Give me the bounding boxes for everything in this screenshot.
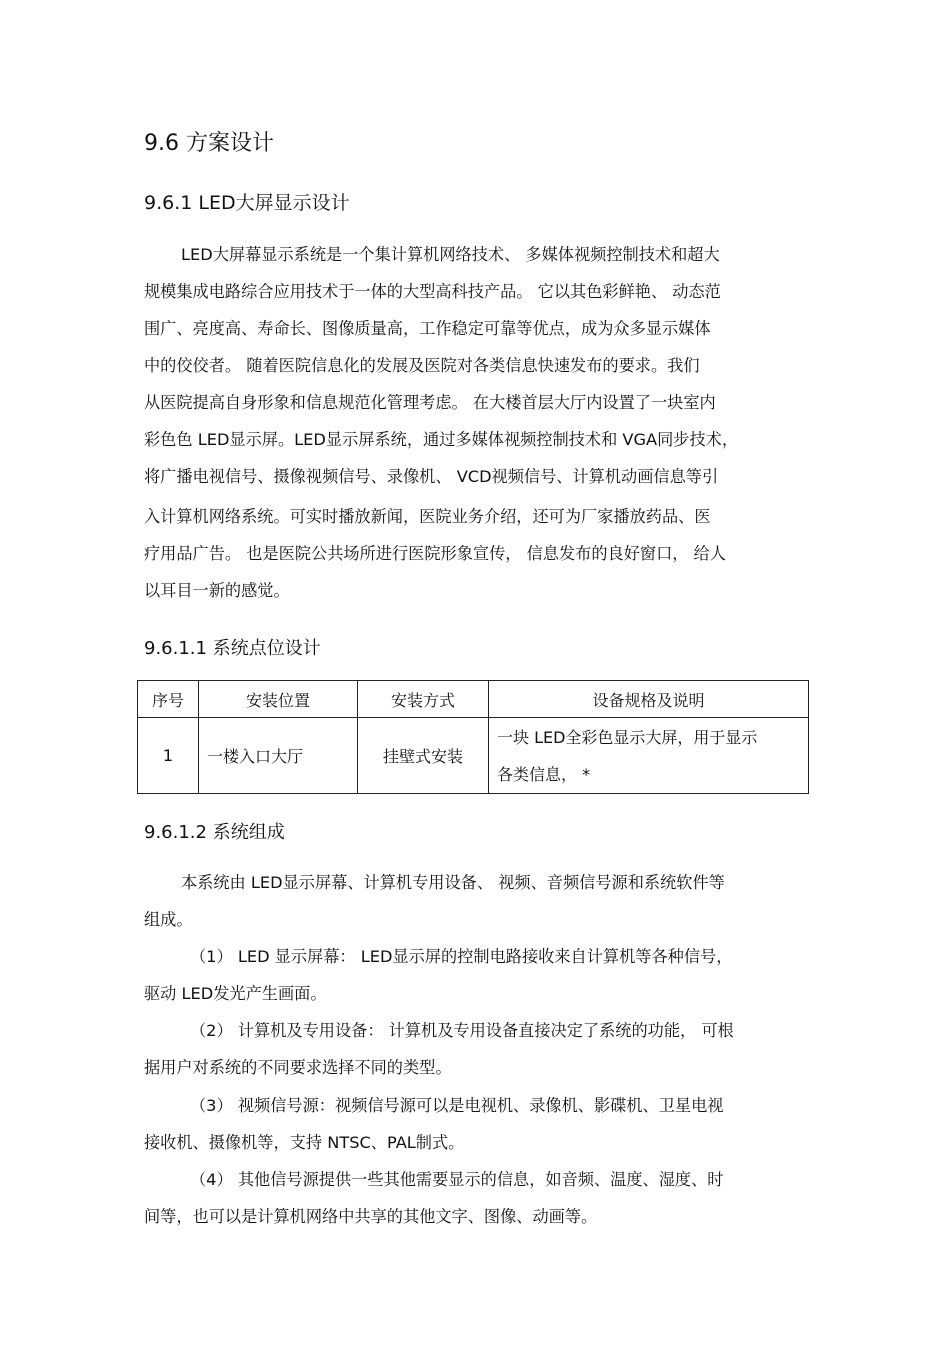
cell-location: 一楼入口大厅 — [199, 718, 358, 794]
paragraph-line: 疗用品广告。 也是医院公共场所进行医院形象宣传， 信息发布的良好窗口， 给人 — [144, 544, 726, 563]
point-design-table — [137, 680, 809, 794]
spec-line: 各类信息， * — [497, 764, 591, 784]
subsection-heading: 9.6.1 LED大屏显示设计 — [144, 192, 350, 214]
paragraph-line: 从医院提高自身形象和信息规范化管理考虑。 在大楼首层大厅内设置了一块室内 — [144, 393, 716, 412]
header-spec: 设备规格及说明 — [489, 681, 809, 718]
paragraph-line: 本系统由 LED显示屏幕、计算机专用设备、 视频、音频信号源和系统软件等 — [181, 873, 725, 892]
paragraph-line: 围广、亮度高、寿命长、图像质量高，工作稳定可靠等优点，成为众多显示媒体 — [144, 319, 711, 338]
paragraph-line: 中的佼佼者。 随着医院信息化的发展及医院对各类信息快速发布的要求。我们 — [144, 356, 700, 375]
table-row — [138, 718, 809, 794]
spec-line: 一块 LED全彩色显示大屏，用于显示 — [497, 727, 758, 747]
list-item-line: 据用户对系统的不同要求选择不同的类型。 — [144, 1058, 452, 1077]
paragraph-line: 组成。 — [144, 910, 193, 929]
paragraph-line: LED大屏幕显示系统是一个集计算机网络技术、 多媒体视频控制技术和超大 — [181, 245, 720, 264]
cell-method: 挂壁式安装 — [358, 718, 489, 794]
paragraph-line: 彩色色 LED显示屏。LED显示屏系统，通过多媒体视频控制技术和 VGA同步技术， — [144, 430, 739, 449]
composition-heading: 9.6.1.2 系统组成 — [144, 822, 285, 843]
list-item-line: 间等，也可以是计算机网络中共享的其他文字、图像、动画等。 — [144, 1207, 598, 1226]
paragraph-line: 入计算机网络系统。可实时播放新闻，医院业务介绍，还可为厂家播放药品、医 — [144, 507, 711, 526]
cell-spec — [489, 718, 809, 794]
paragraph-line: 以耳目一新的感觉。 — [144, 581, 290, 600]
paragraph-line: 将广播电视信号、摄像视频信号、录像机、 VCD视频信号、计算机动画信息等引 — [144, 467, 719, 486]
list-item-line: 接收机、摄像机等，支持 NTSC、PAL制式。 — [144, 1133, 465, 1152]
header-location: 安装位置 — [199, 681, 358, 718]
list-item-line: （1） LED 显示屏幕： LED显示屏的控制电路接收来自计算机等各种信号， — [190, 947, 733, 966]
paragraph-line: 规模集成电路综合应用技术于一体的大型高科技产品。 它以其色彩鲜艳、 动态范 — [144, 282, 721, 301]
point-design-heading: 9.6.1.1 系统点位设计 — [144, 638, 321, 659]
list-item-line: 驱动 LED发光产生画面。 — [144, 984, 327, 1003]
list-item-line: （2） 计算机及专用设备： 计算机及专用设备直接决定了系统的功能， 可根 — [190, 1021, 734, 1040]
header-method: 安装方式 — [358, 681, 489, 718]
list-item-line: （4） 其他信号源提供一些其他需要显示的信息，如音频、温度、湿度、时 — [190, 1170, 724, 1189]
list-item-line: （3） 视频信号源：视频信号源可以是电视机、录像机、影碟机、卫星电视 — [190, 1096, 724, 1115]
table-header-row — [138, 681, 809, 718]
cell-no: 1 — [138, 718, 199, 794]
section-heading: 9.6 方案设计 — [144, 131, 274, 156]
header-no: 序号 — [138, 681, 199, 718]
